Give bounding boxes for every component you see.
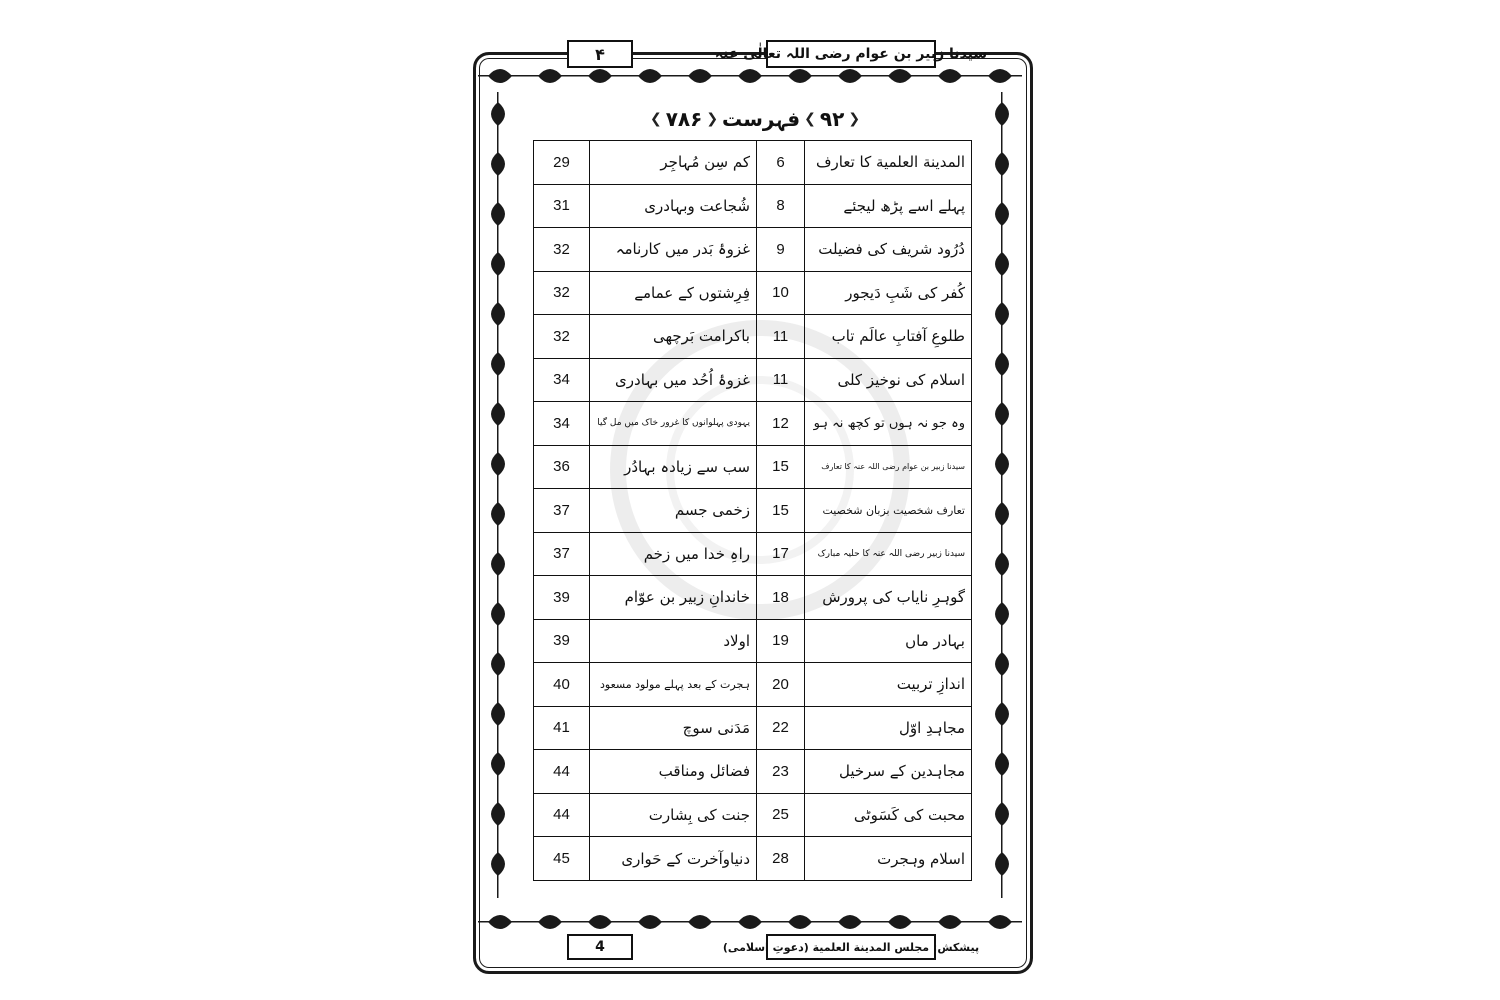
running-title bbox=[714, 40, 988, 68]
toc-page-left: 32 bbox=[534, 315, 590, 359]
toc-row bbox=[534, 663, 972, 707]
toc-row bbox=[534, 489, 972, 533]
toc-page-left: 39 bbox=[534, 619, 590, 663]
toc-title-left: خاندانِ زبیر بن عوّام bbox=[590, 576, 757, 620]
footer-page-number-text: 4 bbox=[595, 939, 605, 955]
heading-ornament-left: ❮ bbox=[848, 111, 861, 127]
toc-title-right: مجاہدین کے سرخیل bbox=[805, 750, 972, 794]
toc-page-right: 22 bbox=[757, 706, 805, 750]
toc-page-right: 11 bbox=[757, 358, 805, 402]
toc-page-right: 15 bbox=[757, 489, 805, 533]
toc-page-left: 44 bbox=[534, 793, 590, 837]
toc-title-left: شُجاعت وبہادری bbox=[590, 184, 757, 228]
toc-title-right: پہلے اسے پڑھ لیجئے bbox=[805, 184, 972, 228]
toc-row bbox=[534, 837, 972, 881]
heading-ornament-mid-right: ❯ bbox=[804, 111, 816, 127]
toc-title-right: وہ جو نہ ہوں تو کچھ نہ ہو bbox=[805, 402, 972, 446]
right-ornament-border bbox=[982, 92, 1022, 898]
toc-row bbox=[534, 619, 972, 663]
toc-page-left: 34 bbox=[534, 402, 590, 446]
toc-row bbox=[534, 141, 972, 185]
toc-heading-right-mark: ۹۲ bbox=[819, 107, 845, 131]
left-ornament-border bbox=[478, 92, 518, 898]
toc-page-left: 29 bbox=[534, 141, 590, 185]
toc-row bbox=[534, 315, 972, 359]
toc-title-right: بہادر ماں bbox=[805, 619, 972, 663]
toc-title-left: زخمی جسم bbox=[590, 489, 757, 533]
header-page-number-text: ۴ bbox=[595, 44, 605, 64]
toc-row bbox=[534, 706, 972, 750]
toc-title-right: سیدنا زبیر رضی اللہ عنہ کا حلیہ مبارک bbox=[805, 532, 972, 576]
toc-page-left: 44 bbox=[534, 750, 590, 794]
header-page-number bbox=[567, 40, 633, 68]
toc-title-left: یہودی پہلوانوں کا غرور خاک میں مل گیا bbox=[590, 402, 757, 446]
toc-page-right: 28 bbox=[757, 837, 805, 881]
toc-title-left: راہِ خدا میں زخم bbox=[590, 532, 757, 576]
toc-row bbox=[534, 402, 972, 446]
toc-page-right: 20 bbox=[757, 663, 805, 707]
toc-page-right: 12 bbox=[757, 402, 805, 446]
toc-page-right: 19 bbox=[757, 619, 805, 663]
toc-title-left: کم سِن مُہاجِر bbox=[590, 141, 757, 185]
toc-page-left: 34 bbox=[534, 358, 590, 402]
toc-title-left: باکرامت بَرچھی bbox=[590, 315, 757, 359]
toc-page-right: 6 bbox=[757, 141, 805, 185]
toc-title-left: فضائل ومناقب bbox=[590, 750, 757, 794]
toc-title-left: سب سے زیادہ بہادُر bbox=[590, 445, 757, 489]
toc-table bbox=[533, 140, 972, 881]
toc-page-right: 8 bbox=[757, 184, 805, 228]
toc-page-left: 37 bbox=[534, 489, 590, 533]
publisher-credit-text: پیشکش: مجلس المدینة العلمیة (دعوتِ اسلامی) bbox=[722, 940, 980, 954]
toc-title-left: اولاد bbox=[590, 619, 757, 663]
toc-row bbox=[534, 445, 972, 489]
toc-page-left: 40 bbox=[534, 663, 590, 707]
toc-page-right: 9 bbox=[757, 228, 805, 272]
toc-title-right: اندازِ تربیت bbox=[805, 663, 972, 707]
toc-title-right: تعارف شخصیت بزبان شخصیت bbox=[805, 489, 972, 533]
toc-page-left: 41 bbox=[534, 706, 590, 750]
toc-page-right: 25 bbox=[757, 793, 805, 837]
toc-title-left: فِرِشتوں کے عمامے bbox=[590, 271, 757, 315]
toc-page-left: 39 bbox=[534, 576, 590, 620]
publisher-credit bbox=[722, 934, 980, 960]
toc-title-right: کُفر کی شَبِ دَیجور bbox=[805, 271, 972, 315]
toc-title-left: غزوۂ اُحُد میں بہادری bbox=[590, 358, 757, 402]
toc-title-right: المدینة العلمیة کا تعارف bbox=[805, 141, 972, 185]
toc-row bbox=[534, 576, 972, 620]
toc-title-right: دُرُود شریف کی فضیلت bbox=[805, 228, 972, 272]
toc-title-right: محبت کی کَسَوٹی bbox=[805, 793, 972, 837]
toc-title-right: اسلام وہجرت bbox=[805, 837, 972, 881]
toc-row bbox=[534, 532, 972, 576]
toc-page-right: 17 bbox=[757, 532, 805, 576]
toc-title-left: جنت کی بِشارت bbox=[590, 793, 757, 837]
heading-ornament-right: ❯ bbox=[649, 111, 662, 127]
toc-page-right: 10 bbox=[757, 271, 805, 315]
toc-title-right: سیدنا زبیر بن عوام رضی اللہ عنہ کا تعارف bbox=[805, 445, 972, 489]
toc-body bbox=[534, 141, 972, 881]
toc-page-right: 11 bbox=[757, 315, 805, 359]
toc-row bbox=[534, 271, 972, 315]
toc-page-left: 37 bbox=[534, 532, 590, 576]
toc-heading-title: فہرست bbox=[722, 107, 801, 131]
toc-title-right: گوہرِ نایاب کی پرورش bbox=[805, 576, 972, 620]
toc-title-left: مَدَنی سوچ bbox=[590, 706, 757, 750]
footer-page-number bbox=[567, 934, 633, 960]
toc-page-left: 32 bbox=[534, 271, 590, 315]
toc-page-left: 36 bbox=[534, 445, 590, 489]
toc-title-right: مجاہدِ اوّل bbox=[805, 706, 972, 750]
toc-row bbox=[534, 184, 972, 228]
running-title-text: سیدنا زبیر بن عوام رضی اللہ تعالٰی عنہ bbox=[714, 46, 988, 62]
heading-ornament-mid-left: ❮ bbox=[706, 111, 719, 127]
toc-title-left: غزوۂ بَدر میں کارنامہ bbox=[590, 228, 757, 272]
toc-page-left: 45 bbox=[534, 837, 590, 881]
toc-heading bbox=[620, 104, 890, 134]
toc-title-right: اسلام کی نوخیز کلی bbox=[805, 358, 972, 402]
bottom-ornament-border bbox=[478, 902, 1022, 940]
toc-page-left: 31 bbox=[534, 184, 590, 228]
toc-page-right: 15 bbox=[757, 445, 805, 489]
toc-title-left: ہجرت کے بعد پہلے مولود مسعود bbox=[590, 663, 757, 707]
toc-row bbox=[534, 750, 972, 794]
toc-page-right: 18 bbox=[757, 576, 805, 620]
toc-title-right: طلوعِ آفتابِ عالَم تاب bbox=[805, 315, 972, 359]
toc-page-left: 32 bbox=[534, 228, 590, 272]
toc-heading-left-mark: ۷۸۶ bbox=[665, 107, 703, 131]
toc-page-right: 23 bbox=[757, 750, 805, 794]
toc-row bbox=[534, 358, 972, 402]
toc-row bbox=[534, 793, 972, 837]
toc-title-left: دنیاوآخرت کے حَواری bbox=[590, 837, 757, 881]
toc-row bbox=[534, 228, 972, 272]
